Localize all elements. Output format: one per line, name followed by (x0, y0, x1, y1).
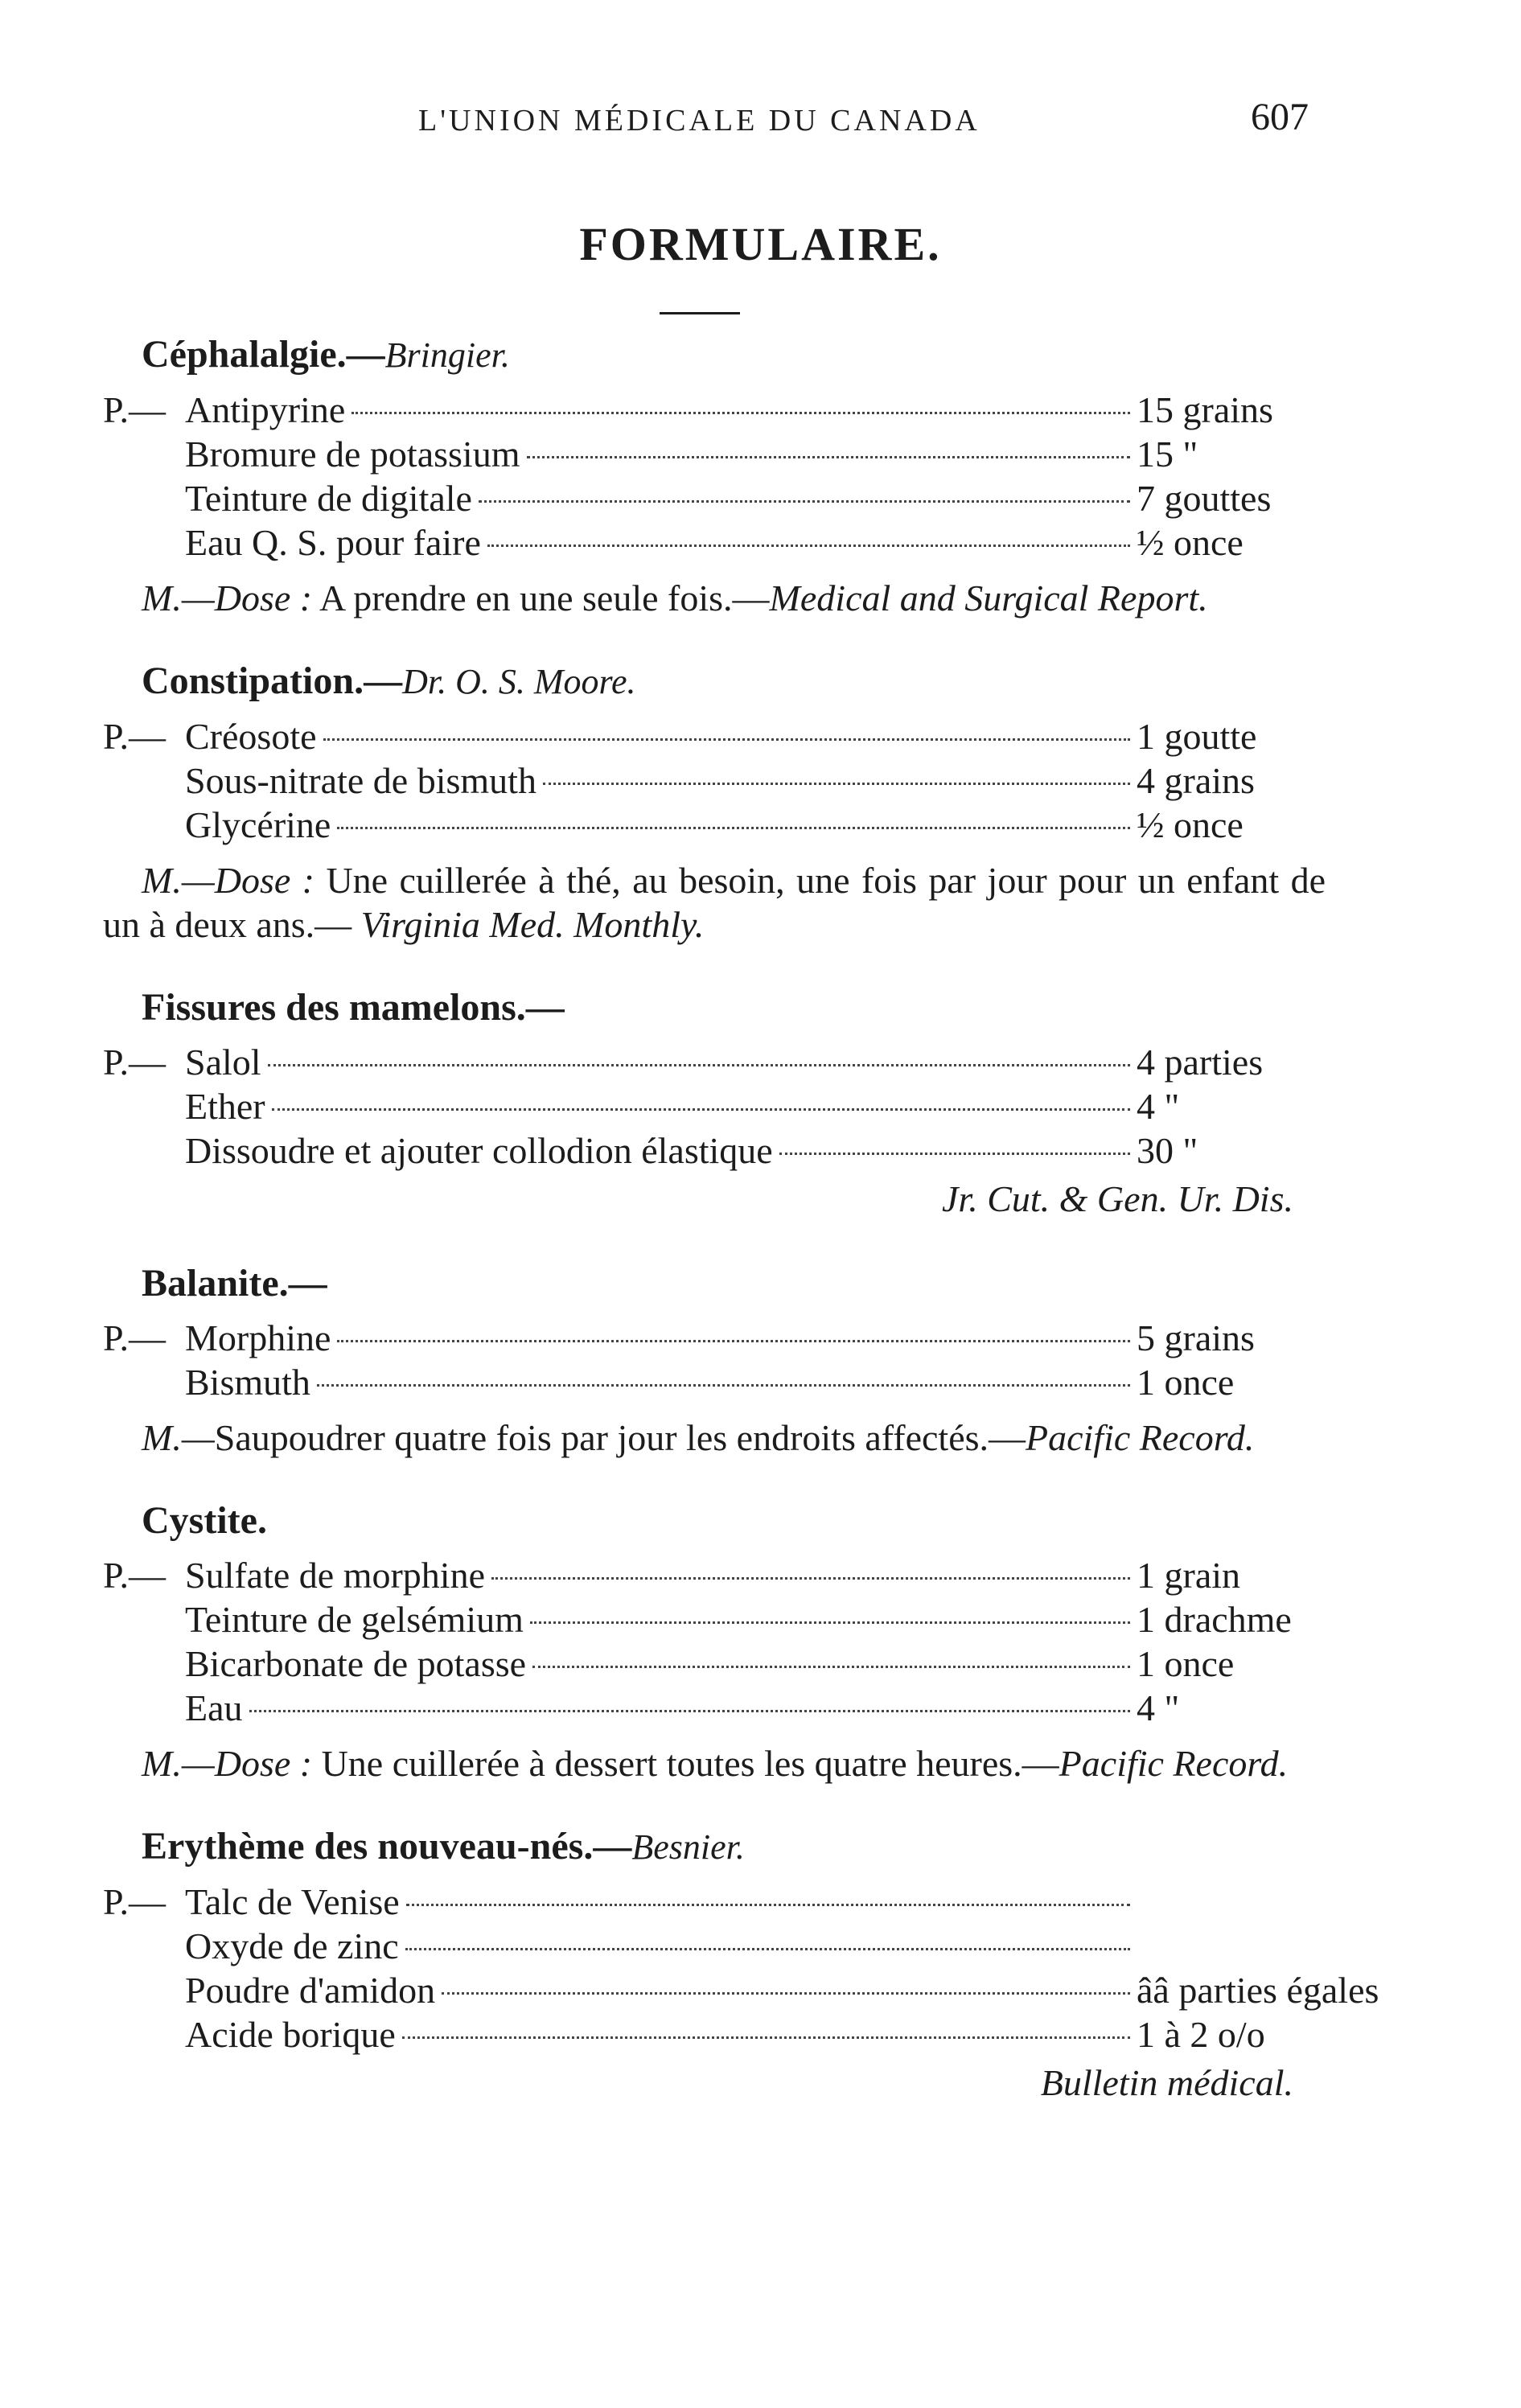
ingredient-row (103, 432, 1326, 476)
ingredient-quantity: ½ once (1137, 804, 1244, 845)
ingredient-quantity: 4 " (1137, 1086, 1180, 1127)
ingredient-quantity: 1 goutte (1137, 716, 1257, 757)
dosage-text: Saupoudrer quatre fois par jour les endroits affectés.— (214, 1417, 1026, 1458)
dot-leader (487, 544, 1130, 547)
dosage-label: M.—Dose : (142, 577, 313, 618)
recipe-title: Fissures des mamelons.— (142, 986, 565, 1029)
recipe (103, 1255, 1326, 1460)
dot-leader (406, 1904, 1130, 1906)
recipe (103, 979, 1326, 1222)
ingredient-quantity: 4 parties (1137, 1042, 1264, 1083)
ingredient-name: Bromure de potassium (185, 434, 520, 475)
source-reference: Pacific Record. (1026, 1417, 1255, 1458)
ingredient-list (103, 1880, 1379, 2057)
ingredient-row (103, 2012, 1326, 2057)
recipe (103, 326, 1326, 620)
source-reference: Virginia Med. Monthly. (360, 904, 705, 945)
dot-leader (268, 1064, 1130, 1066)
ingredient-name: Sulfate de morphine (185, 1555, 486, 1596)
recipe-heading (103, 1492, 1326, 1550)
ingredient-quantity: 5 grains (1137, 1317, 1255, 1358)
ingredient-quantity: 1 once (1137, 1643, 1235, 1684)
dosage-label: M.—Dose : (142, 1743, 313, 1784)
prescription-mark: P.— (103, 716, 166, 757)
dot-leader (491, 1577, 1130, 1580)
recipe (103, 1492, 1326, 1785)
dosage-text: A prendre en une seule fois.— (312, 577, 770, 618)
ingredient-quantity: 4 " (1137, 1687, 1180, 1728)
ingredient-name: Créosote (185, 716, 317, 757)
running-title: L'UNION MÉDICALE DU CANADA (418, 104, 980, 138)
source-reference: Jr. Cut. & Gen. Ur. Dis. (941, 1178, 1293, 1219)
ingredient-list (103, 714, 1326, 847)
ingredient-quantity: 1 grain (1137, 1555, 1241, 1596)
dosage-text: Une cuillerée à dessert toutes les quatre heures.— (312, 1743, 1059, 1784)
dosage-instructions (103, 576, 1326, 620)
recipe-author: Besnier. (631, 1827, 745, 1867)
ingredient-row (103, 1316, 1326, 1360)
recipe-list (103, 326, 1379, 2106)
dot-leader (351, 412, 1130, 414)
recipe-heading (103, 1255, 1326, 1313)
recipe-title: Erythème des nouveau-nés.— (142, 1825, 632, 1868)
ingredient-row (103, 1040, 1326, 1084)
dot-leader (779, 1153, 1130, 1155)
prescription-mark: P.— (103, 389, 166, 430)
ingredient-row (103, 520, 1326, 565)
source-reference: Bulletin médical. (1040, 2062, 1293, 2103)
recipe-title: Céphalalgie.— (142, 333, 385, 376)
ingredient-row (103, 714, 1326, 758)
page-number: 607 (1251, 96, 1309, 138)
dosage-text: Une cuillerée à thé, au besoin, une fois par jour pour un enfant de un à deux ans.— (103, 860, 1326, 945)
ingredient-name: Acide borique (185, 2014, 396, 2055)
dosage-label: M.— (142, 1417, 215, 1458)
ingredient-list (103, 388, 1326, 565)
ingredient-quantity: 1 à 2 o/o (1137, 2014, 1265, 2055)
recipe-heading (103, 652, 1326, 711)
dot-leader (530, 1621, 1130, 1624)
ingredient-name: Antipyrine (185, 389, 346, 430)
ingredient-list (103, 1316, 1326, 1404)
ingredient-name: Eau Q. S. pour faire (185, 522, 481, 563)
ingredient-name: Teinture de digitale (185, 478, 472, 519)
source-reference: Pacific Record. (1059, 1743, 1289, 1784)
recipe-title: Cystite. (142, 1499, 267, 1542)
ingredient-row (103, 1880, 1326, 1924)
ingredient-quantity: 4 grains (1137, 760, 1255, 801)
ingredient-quantity: 15 grains (1137, 389, 1273, 430)
prescription-mark: P.— (103, 1042, 166, 1083)
ingredient-row (103, 1686, 1326, 1730)
ingredient-quantity: 1 once (1137, 1362, 1235, 1403)
ingredient-quantity: 30 " (1137, 1130, 1198, 1171)
dot-leader (317, 1384, 1130, 1387)
prescription-mark: P.— (103, 1881, 166, 1922)
recipe-heading (103, 326, 1326, 384)
dot-leader (249, 1710, 1130, 1712)
dot-leader (527, 456, 1131, 458)
ingredient-name: Ether (185, 1086, 265, 1127)
ingredient-name: Teinture de gelsémium (185, 1599, 524, 1640)
dosage-label: M.—Dose : (142, 860, 315, 901)
ingredient-name: Sous-nitrate de bismuth (185, 760, 536, 801)
ingredient-row (103, 1084, 1326, 1128)
ingredient-row (103, 1553, 1326, 1597)
ingredient-name: Dissoudre et ajouter collodion élastique (185, 1130, 773, 1171)
dosage-instructions (103, 1741, 1326, 1785)
title-rule (660, 312, 740, 314)
ingredient-list (103, 1553, 1326, 1730)
ingredient-name: Morphine (185, 1317, 331, 1358)
dot-leader (272, 1108, 1130, 1111)
ingredient-row (103, 1968, 1379, 2012)
ingredient-name: Glycérine (185, 804, 331, 845)
ingredient-row (103, 803, 1326, 847)
ingredient-name: Bicarbonate de potasse (185, 1643, 527, 1684)
dot-leader (442, 1992, 1130, 1995)
recipe-heading (103, 1818, 1326, 1876)
dot-leader (323, 738, 1130, 741)
ingredient-quantity: 1 drachme (1137, 1599, 1292, 1640)
section-title: FORMULAIRE. (579, 218, 942, 270)
ingredient-row (103, 388, 1326, 432)
dot-leader (337, 1340, 1130, 1342)
ingredient-name: Bismuth (185, 1362, 310, 1403)
dot-leader (405, 1948, 1130, 1950)
dot-leader (337, 827, 1130, 829)
ingredient-row (103, 1642, 1326, 1686)
ingredient-quantity: ½ once (1137, 522, 1244, 563)
ingredient-quantity: 15 " (1137, 434, 1198, 475)
recipe-title: Constipation.— (142, 660, 403, 702)
ingredient-name: Salol (185, 1042, 261, 1083)
ingredient-row (103, 476, 1326, 520)
dot-leader (532, 1666, 1130, 1668)
ingredient-row (103, 1597, 1326, 1642)
recipe (103, 1818, 1379, 2106)
recipe-title: Balanite.— (142, 1262, 327, 1305)
ingredient-name: Talc de Venise (185, 1881, 400, 1922)
recipe-heading (103, 979, 1326, 1037)
dot-leader (402, 2036, 1130, 2039)
page-header (0, 95, 1521, 151)
ingredient-row (103, 1924, 1326, 1968)
ingredient-row (103, 758, 1326, 803)
dosage-instructions (103, 1416, 1326, 1460)
ingredient-row (103, 1128, 1326, 1173)
dot-leader (479, 500, 1130, 503)
dot-leader (543, 783, 1130, 785)
source-reference: Medical and Surgical Report. (769, 577, 1208, 618)
ingredient-quantity: ââ parties égales (1137, 1970, 1379, 2011)
prescription-mark: P.— (103, 1317, 166, 1358)
prescription-mark: P.— (103, 1555, 166, 1596)
ingredient-name: Oxyde de zinc (185, 1925, 399, 1966)
ingredient-quantity: 7 gouttes (1137, 478, 1272, 519)
ingredient-list (103, 1040, 1326, 1173)
ingredient-name: Poudre d'amidon (185, 1970, 436, 2011)
ingredient-name: Eau (185, 1687, 243, 1728)
recipe-author: Bringier. (384, 335, 510, 375)
ingredient-row (103, 1360, 1326, 1404)
recipe (103, 652, 1326, 947)
recipe-author: Dr. O. S. Moore. (402, 662, 636, 701)
dosage-instructions (103, 858, 1326, 947)
